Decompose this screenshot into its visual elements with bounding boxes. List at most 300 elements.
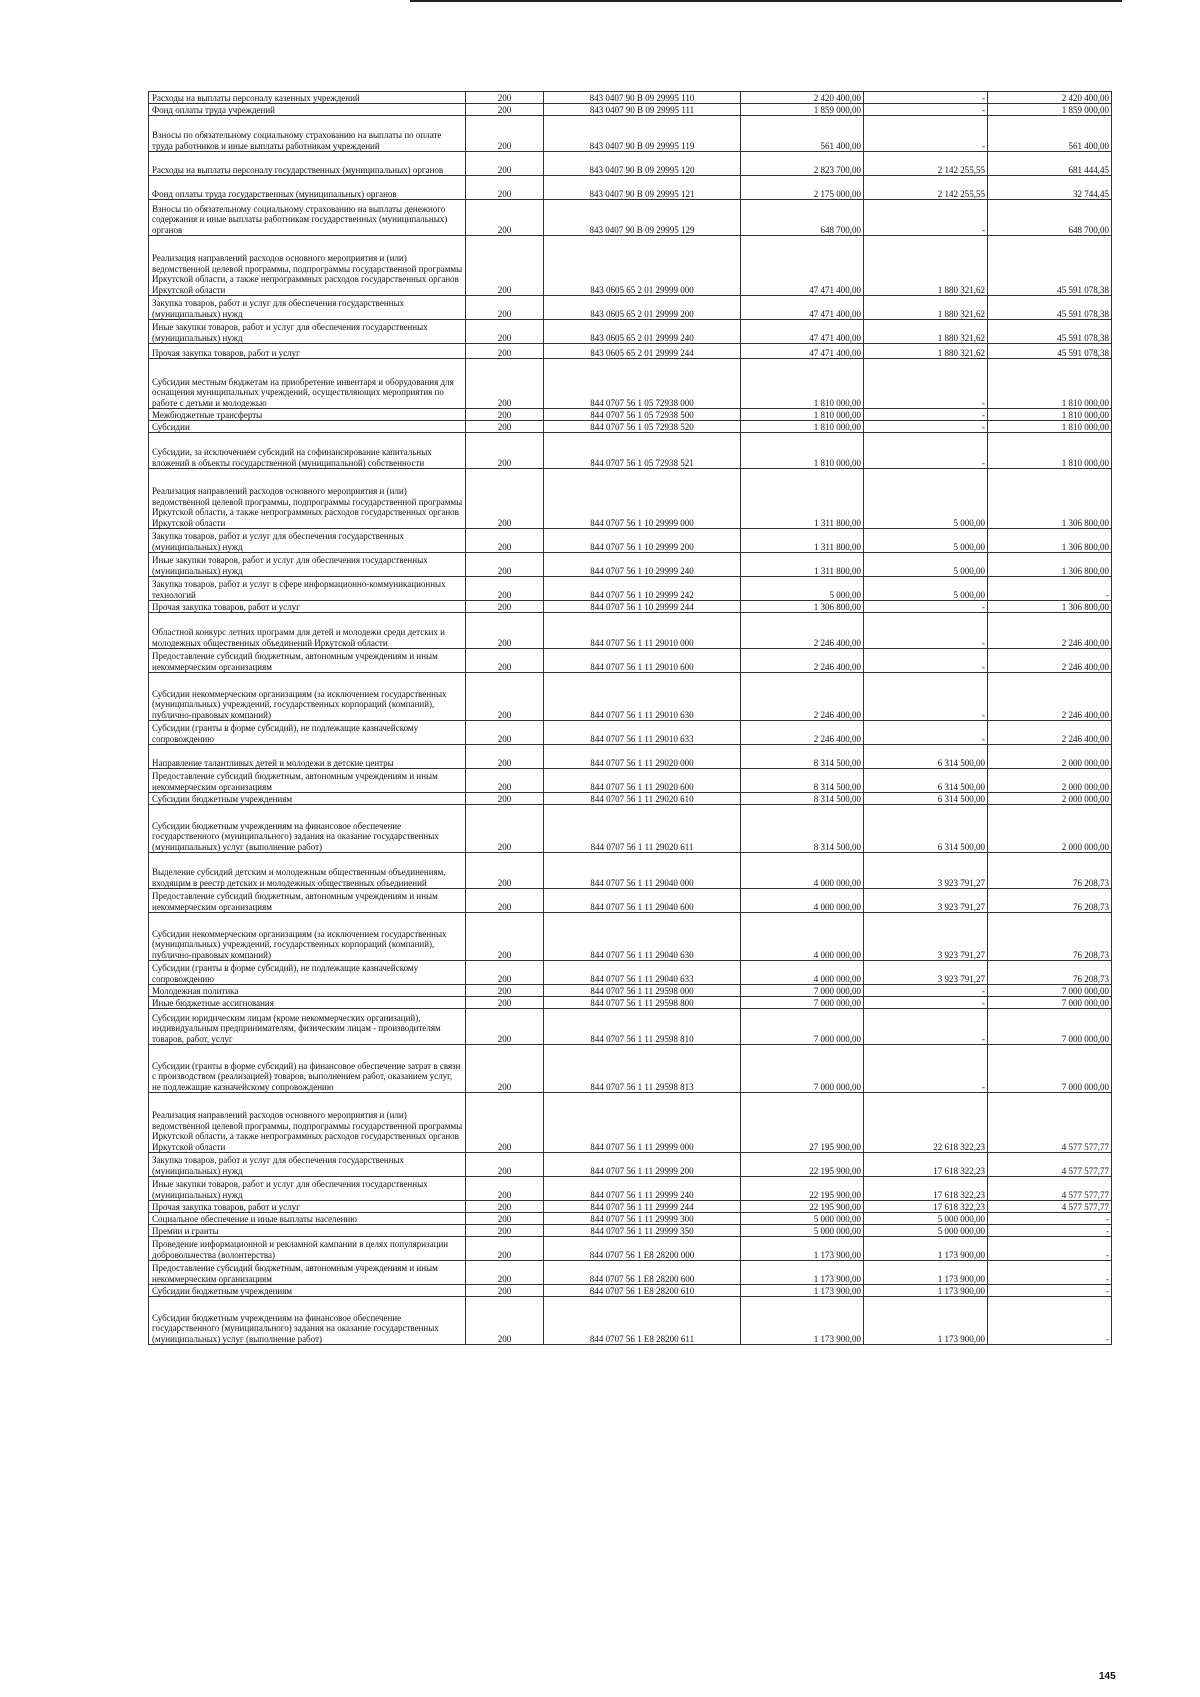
row-name: Выделение субсидий детским и молодежным общественным объединениям, входящим в реестр детских и молодежных общественных объединений — [149, 853, 466, 889]
table-row — [149, 721, 1112, 745]
table-row — [149, 359, 1112, 409]
row-budget-classification-code: 844 0707 56 1 11 29010 633 — [544, 721, 741, 745]
table-row — [149, 296, 1112, 320]
row-name: Реализация направлений расходов основного мероприятия и (или) ведомственной целевой программы, подпрограммы государственной программы Иркутской области, а также непрограммных расходов государственных органов Иркутской области — [149, 469, 466, 529]
row-approved-amount: 648 700,00 — [741, 200, 864, 236]
row-budget-classification-code: 844 0707 56 1 11 29010 600 — [544, 649, 741, 673]
row-budget-classification-code: 844 0707 56 1 11 29999 244 — [544, 1201, 741, 1213]
row-budget-classification-code: 843 0407 90 В 09 29995 110 — [544, 92, 741, 104]
row-unexecuted-amount: 561 400,00 — [988, 116, 1112, 152]
row-approved-amount: 2 246 400,00 — [741, 613, 864, 649]
row-name: Межбюджетные трансферты — [149, 409, 466, 421]
row-executed-amount: - — [864, 721, 988, 745]
table-row — [149, 104, 1112, 116]
row-approved-amount: 22 195 900,00 — [741, 1177, 864, 1201]
row-approved-amount: 2 246 400,00 — [741, 649, 864, 673]
row-budget-classification-code: 844 0707 56 1 11 29010 000 — [544, 613, 741, 649]
row-approved-amount: 47 471 400,00 — [741, 296, 864, 320]
row-name: Социальное обеспечение и иные выплаты населению — [149, 1213, 466, 1225]
row-name: Субсидии бюджетным учреждениям — [149, 1285, 466, 1297]
row-name: Субсидии некоммерческим организациям (за исключением государственных (муниципальных) учреждений, государственных корпораций (компаний), публично-правовых компаний) — [149, 913, 466, 961]
table-row — [149, 613, 1112, 649]
row-line-code: 200 — [466, 889, 544, 913]
row-line-code: 200 — [466, 1201, 544, 1213]
row-unexecuted-amount: 4 577 577,77 — [988, 1201, 1112, 1213]
table-row — [149, 997, 1112, 1009]
row-budget-classification-code: 843 0407 90 В 09 29995 121 — [544, 176, 741, 200]
row-budget-classification-code: 844 0707 56 1 11 29598 813 — [544, 1045, 741, 1093]
row-approved-amount: 1 311 800,00 — [741, 469, 864, 529]
table-row — [149, 1297, 1112, 1345]
row-approved-amount: 4 000 000,00 — [741, 853, 864, 889]
row-budget-classification-code: 843 0605 65 2 01 29999 240 — [544, 320, 741, 344]
row-executed-amount: - — [864, 1045, 988, 1093]
row-name: Закупка товаров, работ и услуг в сфере информационно-коммуникационных технологий — [149, 577, 466, 601]
table-row — [149, 176, 1112, 200]
table-row — [149, 1045, 1112, 1093]
row-executed-amount: - — [864, 104, 988, 116]
row-unexecuted-amount: 76 208,73 — [988, 913, 1112, 961]
row-executed-amount: 3 923 791,27 — [864, 913, 988, 961]
row-unexecuted-amount: 32 744,45 — [988, 176, 1112, 200]
row-executed-amount: - — [864, 433, 988, 469]
row-name: Субсидии (гранты в форме субсидий), не подлежащие казначейскому сопровождению — [149, 961, 466, 985]
row-name: Реализация направлений расходов основного мероприятия и (или) ведомственной целевой программы, подпрограммы государственной программы Иркутской области, а также непрограммных расходов государственных органов Иркутской области — [149, 236, 466, 296]
row-budget-classification-code: 844 0707 56 1 E8 28200 610 — [544, 1285, 741, 1297]
row-name: Реализация направлений расходов основного мероприятия и (или) ведомственной целевой программы, подпрограммы государственной программы Иркутской области, а также непрограммных расходов государственных органов Иркутской области — [149, 1093, 466, 1153]
row-name: Прочая закупка товаров, работ и услуг — [149, 344, 466, 359]
row-name: Премии и гранты — [149, 1225, 466, 1237]
row-budget-classification-code: 844 0707 56 1 E8 28200 000 — [544, 1237, 741, 1261]
row-unexecuted-amount: 1 810 000,00 — [988, 409, 1112, 421]
row-approved-amount: 2 246 400,00 — [741, 721, 864, 745]
row-approved-amount: 1 173 900,00 — [741, 1261, 864, 1285]
row-name: Прочая закупка товаров, работ и услуг — [149, 1201, 466, 1213]
row-approved-amount: 1 311 800,00 — [741, 553, 864, 577]
row-name: Иные закупки товаров, работ и услуг для обеспечения государственных (муниципальных) нужд — [149, 1177, 466, 1201]
row-approved-amount: 2 246 400,00 — [741, 673, 864, 721]
row-name: Закупка товаров, работ и услуг для обеспечения государственных (муниципальных) нужд — [149, 1153, 466, 1177]
table-row — [149, 200, 1112, 236]
table-row — [149, 320, 1112, 344]
row-executed-amount: - — [864, 613, 988, 649]
row-unexecuted-amount: 4 577 577,77 — [988, 1153, 1112, 1177]
row-line-code: 200 — [466, 152, 544, 176]
row-unexecuted-amount: 1 306 800,00 — [988, 601, 1112, 613]
row-name: Субсидии бюджетным учреждениям на финансовое обеспечение государственного (муниципального) задания на оказание государственных (муниципальных) услуг (выполнение работ) — [149, 1297, 466, 1345]
row-executed-amount: 5 000 000,00 — [864, 1225, 988, 1237]
row-approved-amount: 47 471 400,00 — [741, 236, 864, 296]
row-line-code: 200 — [466, 469, 544, 529]
row-unexecuted-amount: - — [988, 1261, 1112, 1285]
row-line-code: 200 — [466, 359, 544, 409]
row-unexecuted-amount: 7 000 000,00 — [988, 1045, 1112, 1093]
table-row — [149, 409, 1112, 421]
row-line-code: 200 — [466, 529, 544, 553]
row-name: Субсидии некоммерческим организациям (за исключением государственных (муниципальных) учреждений, государственных корпораций (компаний), публично-правовых компаний) — [149, 673, 466, 721]
row-unexecuted-amount: 1 306 800,00 — [988, 553, 1112, 577]
row-unexecuted-amount: 2 000 000,00 — [988, 769, 1112, 793]
row-budget-classification-code: 844 0707 56 1 11 29020 611 — [544, 805, 741, 853]
table-row — [149, 1261, 1112, 1285]
table-row — [149, 577, 1112, 601]
row-executed-amount: 1 173 900,00 — [864, 1285, 988, 1297]
row-name: Предоставление субсидий бюджетным, автономным учреждениям и иным некоммерческим организациям — [149, 649, 466, 673]
row-unexecuted-amount: - — [988, 1297, 1112, 1345]
row-name: Субсидии, за исключением субсидий на софинансирование капитальных вложений в объекты государственной (муниципальной) собственности — [149, 433, 466, 469]
row-approved-amount: 4 000 000,00 — [741, 889, 864, 913]
row-name: Субсидии (гранты в форме субсидий), не подлежащие казначейскому сопровождению — [149, 721, 466, 745]
table-row — [149, 152, 1112, 176]
row-executed-amount: 1 173 900,00 — [864, 1237, 988, 1261]
budget-table — [148, 91, 1112, 1345]
row-executed-amount: - — [864, 92, 988, 104]
row-unexecuted-amount: 1 306 800,00 — [988, 529, 1112, 553]
row-line-code: 200 — [466, 997, 544, 1009]
row-line-code: 200 — [466, 1261, 544, 1285]
row-executed-amount: - — [864, 421, 988, 433]
row-executed-amount: 2 142 255,55 — [864, 152, 988, 176]
table-row — [149, 649, 1112, 673]
row-line-code: 200 — [466, 1285, 544, 1297]
row-name: Субсидии местным бюджетам на приобретение инвентаря и оборудования для оснащения муниципальных учреждений, осуществляющих мероприятия по работе с детьми и молодежью — [149, 359, 466, 409]
row-line-code: 200 — [466, 649, 544, 673]
row-line-code: 200 — [466, 344, 544, 359]
row-approved-amount: 5 000 000,00 — [741, 1213, 864, 1225]
row-name: Взносы по обязательному социальному страхованию на выплаты по оплате труда работников и иные выплаты работникам учреждений — [149, 116, 466, 152]
row-line-code: 200 — [466, 1009, 544, 1045]
row-approved-amount: 2 175 000,00 — [741, 176, 864, 200]
row-budget-classification-code: 844 0707 56 1 10 29999 240 — [544, 553, 741, 577]
row-line-code: 200 — [466, 296, 544, 320]
row-executed-amount: 17 618 322,23 — [864, 1201, 988, 1213]
row-line-code: 200 — [466, 805, 544, 853]
row-executed-amount: 6 314 500,00 — [864, 805, 988, 853]
row-approved-amount: 1 810 000,00 — [741, 421, 864, 433]
row-unexecuted-amount: 681 444,45 — [988, 152, 1112, 176]
row-unexecuted-amount: 1 306 800,00 — [988, 469, 1112, 529]
row-unexecuted-amount: 1 810 000,00 — [988, 359, 1112, 409]
row-executed-amount: 22 618 322,23 — [864, 1093, 988, 1153]
row-approved-amount: 7 000 000,00 — [741, 985, 864, 997]
budget-table-body — [149, 92, 1112, 1345]
row-unexecuted-amount: 2 000 000,00 — [988, 805, 1112, 853]
row-budget-classification-code: 844 0707 56 1 11 29999 300 — [544, 1213, 741, 1225]
row-unexecuted-amount: 1 810 000,00 — [988, 421, 1112, 433]
row-budget-classification-code: 844 0707 56 1 11 29999 200 — [544, 1153, 741, 1177]
row-executed-amount: 17 618 322,23 — [864, 1153, 988, 1177]
table-row — [149, 1285, 1112, 1297]
row-approved-amount: 1 306 800,00 — [741, 601, 864, 613]
table-row — [149, 1153, 1112, 1177]
row-unexecuted-amount: 76 208,73 — [988, 889, 1112, 913]
table-row — [149, 92, 1112, 104]
table-row — [149, 1213, 1112, 1225]
table-row — [149, 1201, 1112, 1213]
row-budget-classification-code: 844 0707 56 1 11 29999 240 — [544, 1177, 741, 1201]
row-executed-amount: 3 923 791,27 — [864, 889, 988, 913]
table-row — [149, 1009, 1112, 1045]
row-name: Расходы на выплаты персоналу государственных (муниципальных) органов — [149, 152, 466, 176]
row-approved-amount: 7 000 000,00 — [741, 997, 864, 1009]
row-approved-amount: 22 195 900,00 — [741, 1153, 864, 1177]
row-budget-classification-code: 844 0707 56 1 11 29999 350 — [544, 1225, 741, 1237]
row-line-code: 200 — [466, 1045, 544, 1093]
row-approved-amount: 47 471 400,00 — [741, 344, 864, 359]
table-row — [149, 769, 1112, 793]
row-budget-classification-code: 844 0707 56 1 11 29040 000 — [544, 853, 741, 889]
row-executed-amount: 1 880 321,62 — [864, 236, 988, 296]
row-name: Субсидии бюджетным учреждениям на финансовое обеспечение государственного (муниципального) задания на оказание государственных (муниципальных) услуг (выполнение работ) — [149, 805, 466, 853]
row-executed-amount: - — [864, 200, 988, 236]
row-approved-amount: 1 859 000,00 — [741, 104, 864, 116]
row-executed-amount: 6 314 500,00 — [864, 769, 988, 793]
row-unexecuted-amount: 45 591 078,38 — [988, 236, 1112, 296]
row-unexecuted-amount: 7 000 000,00 — [988, 1009, 1112, 1045]
row-name: Расходы на выплаты персоналу казенных учреждений — [149, 92, 466, 104]
row-executed-amount: 1 880 321,62 — [864, 296, 988, 320]
row-approved-amount: 1 173 900,00 — [741, 1297, 864, 1345]
row-unexecuted-amount: - — [988, 1285, 1112, 1297]
row-line-code: 200 — [466, 433, 544, 469]
row-budget-classification-code: 844 0707 56 1 11 29020 000 — [544, 745, 741, 769]
row-budget-classification-code: 844 0707 56 1 E8 28200 600 — [544, 1261, 741, 1285]
row-line-code: 200 — [466, 92, 544, 104]
table-row — [149, 793, 1112, 805]
row-line-code: 200 — [466, 745, 544, 769]
row-name: Взносы по обязательному социальному страхованию на выплаты денежного содержания и иные выплаты работникам государственных (муниципальных) органов — [149, 200, 466, 236]
row-budget-classification-code: 844 0707 56 1 05 72938 520 — [544, 421, 741, 433]
row-approved-amount: 8 314 500,00 — [741, 769, 864, 793]
row-unexecuted-amount: - — [988, 577, 1112, 601]
row-line-code: 200 — [466, 116, 544, 152]
table-row — [149, 1237, 1112, 1261]
row-unexecuted-amount: 2 246 400,00 — [988, 613, 1112, 649]
row-approved-amount: 27 195 900,00 — [741, 1093, 864, 1153]
row-unexecuted-amount: 2 420 400,00 — [988, 92, 1112, 104]
row-approved-amount: 1 311 800,00 — [741, 529, 864, 553]
row-line-code: 200 — [466, 236, 544, 296]
row-budget-classification-code: 843 0407 90 В 09 29995 119 — [544, 116, 741, 152]
row-unexecuted-amount: 76 208,73 — [988, 853, 1112, 889]
row-name: Фонд оплаты труда государственных (муниципальных) органов — [149, 176, 466, 200]
row-approved-amount: 5 000,00 — [741, 577, 864, 601]
row-executed-amount: 1 173 900,00 — [864, 1261, 988, 1285]
row-budget-classification-code: 844 0707 56 1 05 72938 000 — [544, 359, 741, 409]
row-line-code: 200 — [466, 793, 544, 805]
row-unexecuted-amount: - — [988, 1213, 1112, 1225]
row-line-code: 200 — [466, 721, 544, 745]
row-executed-amount: - — [864, 116, 988, 152]
row-budget-classification-code: 843 0407 90 В 09 29995 129 — [544, 200, 741, 236]
row-name: Субсидии юридическим лицам (кроме некоммерческих организаций), индивидуальным предпринимателям, физическим лицам - производителям товаров, работ, услуг — [149, 1009, 466, 1045]
row-executed-amount: - — [864, 359, 988, 409]
table-row — [149, 344, 1112, 359]
row-budget-classification-code: 843 0605 65 2 01 29999 000 — [544, 236, 741, 296]
row-approved-amount: 2 823 700,00 — [741, 152, 864, 176]
row-approved-amount: 1 173 900,00 — [741, 1237, 864, 1261]
row-budget-classification-code: 844 0707 56 1 10 29999 242 — [544, 577, 741, 601]
row-executed-amount: - — [864, 673, 988, 721]
row-line-code: 200 — [466, 1153, 544, 1177]
row-executed-amount: 3 923 791,27 — [864, 853, 988, 889]
row-budget-classification-code: 844 0707 56 1 11 29040 630 — [544, 913, 741, 961]
table-row — [149, 433, 1112, 469]
row-line-code: 200 — [466, 320, 544, 344]
table-row — [149, 805, 1112, 853]
row-line-code: 200 — [466, 421, 544, 433]
row-name: Направление талантливых детей и молодежи в детские центры — [149, 745, 466, 769]
row-approved-amount: 5 000 000,00 — [741, 1225, 864, 1237]
row-executed-amount: 1 880 321,62 — [864, 344, 988, 359]
row-budget-classification-code: 843 0605 65 2 01 29999 244 — [544, 344, 741, 359]
row-line-code: 200 — [466, 1213, 544, 1225]
row-line-code: 200 — [466, 985, 544, 997]
table-row — [149, 853, 1112, 889]
row-unexecuted-amount: 4 577 577,77 — [988, 1093, 1112, 1153]
row-approved-amount: 8 314 500,00 — [741, 793, 864, 805]
row-budget-classification-code: 844 0707 56 1 E8 28200 611 — [544, 1297, 741, 1345]
row-name: Субсидии — [149, 421, 466, 433]
row-approved-amount: 1 173 900,00 — [741, 1285, 864, 1297]
table-row — [149, 889, 1112, 913]
row-budget-classification-code: 844 0707 56 1 10 29999 200 — [544, 529, 741, 553]
table-row — [149, 236, 1112, 296]
table-row — [149, 745, 1112, 769]
row-unexecuted-amount: 2 000 000,00 — [988, 745, 1112, 769]
row-budget-classification-code: 844 0707 56 1 11 29598 810 — [544, 1009, 741, 1045]
row-executed-amount: 6 314 500,00 — [864, 793, 988, 805]
row-approved-amount: 8 314 500,00 — [741, 745, 864, 769]
row-executed-amount: 3 923 791,27 — [864, 961, 988, 985]
row-line-code: 200 — [466, 577, 544, 601]
row-line-code: 200 — [466, 673, 544, 721]
row-line-code: 200 — [466, 1093, 544, 1153]
row-line-code: 200 — [466, 104, 544, 116]
table-row — [149, 529, 1112, 553]
row-budget-classification-code: 844 0707 56 1 11 29598 800 — [544, 997, 741, 1009]
row-unexecuted-amount: 7 000 000,00 — [988, 997, 1112, 1009]
row-executed-amount: 5 000,00 — [864, 577, 988, 601]
row-unexecuted-amount: 45 591 078,38 — [988, 320, 1112, 344]
row-name: Субсидии (гранты в форме субсидий) на финансовое обеспечение затрат в связи с производством (реализацией) товаров, выполнением работ, оказанием услуг, не подлежащие казначейскому сопровождению — [149, 1045, 466, 1093]
row-approved-amount: 22 195 900,00 — [741, 1201, 864, 1213]
row-budget-classification-code: 844 0707 56 1 11 29598 000 — [544, 985, 741, 997]
row-name: Иные закупки товаров, работ и услуг для обеспечения государственных (муниципальных) нужд — [149, 320, 466, 344]
row-unexecuted-amount: 76 208,73 — [988, 961, 1112, 985]
row-approved-amount: 1 810 000,00 — [741, 359, 864, 409]
row-executed-amount: 1 880 321,62 — [864, 320, 988, 344]
row-name: Иные бюджетные ассигнования — [149, 997, 466, 1009]
row-budget-classification-code: 844 0707 56 1 11 29020 610 — [544, 793, 741, 805]
row-name: Предоставление субсидий бюджетным, автономным учреждениям и иным некоммерческим организациям — [149, 769, 466, 793]
table-row — [149, 469, 1112, 529]
table-row — [149, 985, 1112, 997]
row-budget-classification-code: 844 0707 56 1 11 29040 600 — [544, 889, 741, 913]
row-budget-classification-code: 844 0707 56 1 11 29999 000 — [544, 1093, 741, 1153]
row-executed-amount: - — [864, 997, 988, 1009]
row-line-code: 200 — [466, 853, 544, 889]
row-executed-amount: 2 142 255,55 — [864, 176, 988, 200]
row-executed-amount: - — [864, 985, 988, 997]
row-approved-amount: 8 314 500,00 — [741, 805, 864, 853]
row-unexecuted-amount: 2 246 400,00 — [988, 649, 1112, 673]
row-budget-classification-code: 844 0707 56 1 10 29999 000 — [544, 469, 741, 529]
row-name: Фонд оплаты труда учреждений — [149, 104, 466, 116]
table-row — [149, 116, 1112, 152]
row-line-code: 200 — [466, 409, 544, 421]
row-executed-amount: 6 314 500,00 — [864, 745, 988, 769]
table-row — [149, 673, 1112, 721]
table-row — [149, 1225, 1112, 1237]
row-unexecuted-amount: 2 246 400,00 — [988, 673, 1112, 721]
row-executed-amount: 17 618 322,23 — [864, 1177, 988, 1201]
row-line-code: 200 — [466, 961, 544, 985]
row-budget-classification-code: 844 0707 56 1 11 29010 630 — [544, 673, 741, 721]
row-approved-amount: 1 810 000,00 — [741, 409, 864, 421]
row-executed-amount: 5 000,00 — [864, 469, 988, 529]
row-name: Закупка товаров, работ и услуг для обеспечения государственных (муниципальных) нужд — [149, 529, 466, 553]
row-budget-classification-code: 843 0407 90 В 09 29995 111 — [544, 104, 741, 116]
row-unexecuted-amount: 4 577 577,77 — [988, 1177, 1112, 1201]
row-name: Молодежная политика — [149, 985, 466, 997]
row-line-code: 200 — [466, 176, 544, 200]
row-budget-classification-code: 844 0707 56 1 05 72938 521 — [544, 433, 741, 469]
row-name: Предоставление субсидий бюджетным, автономным учреждениям и иным некоммерческим организациям — [149, 1261, 466, 1285]
row-name: Прочая закупка товаров, работ и услуг — [149, 601, 466, 613]
row-unexecuted-amount: 648 700,00 — [988, 200, 1112, 236]
row-budget-classification-code: 844 0707 56 1 10 29999 244 — [544, 601, 741, 613]
row-executed-amount: - — [864, 1009, 988, 1045]
row-approved-amount: 561 400,00 — [741, 116, 864, 152]
row-unexecuted-amount: - — [988, 1237, 1112, 1261]
row-approved-amount: 1 810 000,00 — [741, 433, 864, 469]
row-executed-amount: 5 000,00 — [864, 553, 988, 577]
row-name: Закупка товаров, работ и услуг для обеспечения государственных (муниципальных) нужд — [149, 296, 466, 320]
row-name: Областной конкурс летних программ для детей и молодежи среди детских и молодежных общественных объединений Иркутской области — [149, 613, 466, 649]
page-number: 145 — [1099, 1671, 1116, 1682]
row-line-code: 200 — [466, 613, 544, 649]
row-executed-amount: 1 173 900,00 — [864, 1297, 988, 1345]
table-row — [149, 913, 1112, 961]
row-unexecuted-amount: 45 591 078,38 — [988, 344, 1112, 359]
row-unexecuted-amount: 2 000 000,00 — [988, 793, 1112, 805]
row-budget-classification-code: 844 0707 56 1 11 29020 600 — [544, 769, 741, 793]
table-row — [149, 601, 1112, 613]
row-approved-amount: 2 420 400,00 — [741, 92, 864, 104]
table-row — [149, 1177, 1112, 1201]
row-unexecuted-amount: 45 591 078,38 — [988, 296, 1112, 320]
row-approved-amount: 7 000 000,00 — [741, 1009, 864, 1045]
row-approved-amount: 7 000 000,00 — [741, 1045, 864, 1093]
row-line-code: 200 — [466, 553, 544, 577]
row-name: Проведение информационной и рекламной кампании в целях популяризации добровольчества (волонтерства) — [149, 1237, 466, 1261]
row-line-code: 200 — [466, 601, 544, 613]
row-name: Субсидии бюджетным учреждениям — [149, 793, 466, 805]
row-line-code: 200 — [466, 769, 544, 793]
row-unexecuted-amount: 1 810 000,00 — [988, 433, 1112, 469]
table-row — [149, 961, 1112, 985]
row-approved-amount: 47 471 400,00 — [741, 320, 864, 344]
row-budget-classification-code: 843 0605 65 2 01 29999 200 — [544, 296, 741, 320]
row-line-code: 200 — [466, 1237, 544, 1261]
row-line-code: 200 — [466, 1225, 544, 1237]
row-budget-classification-code: 843 0407 90 В 09 29995 120 — [544, 152, 741, 176]
row-unexecuted-amount: 2 246 400,00 — [988, 721, 1112, 745]
table-row — [149, 1093, 1112, 1153]
row-unexecuted-amount: - — [988, 1225, 1112, 1237]
row-budget-classification-code: 844 0707 56 1 11 29040 633 — [544, 961, 741, 985]
